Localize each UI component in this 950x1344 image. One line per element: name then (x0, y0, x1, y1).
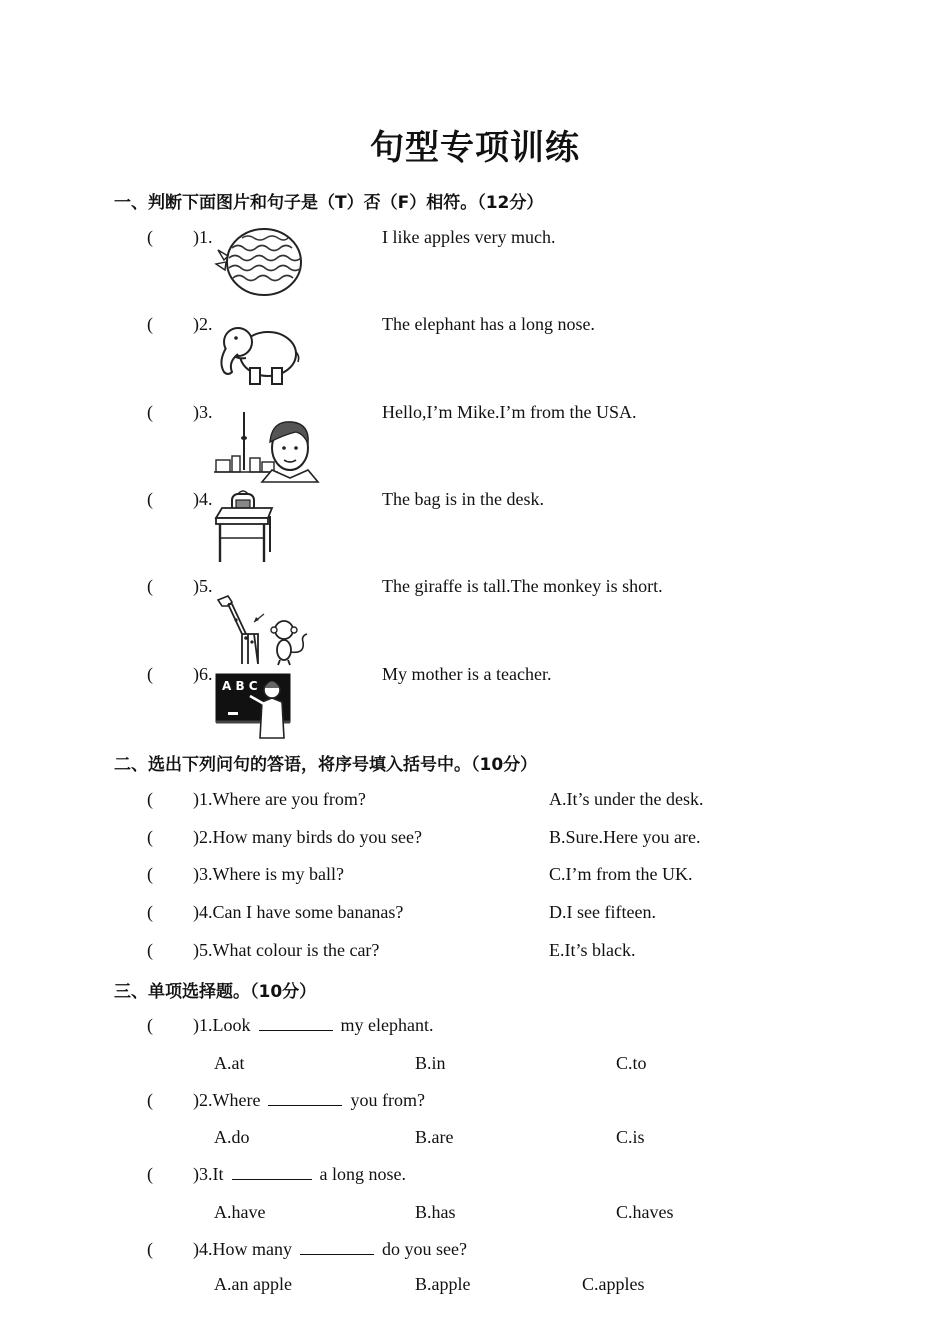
option-4c: C.apples (582, 1274, 645, 1294)
teacher-icon (214, 672, 294, 742)
answer-paren-s2-5[interactable]: ( (147, 940, 153, 960)
sentence-5: The giraffe is tall.The monkey is short. (382, 576, 663, 596)
section2-heading: 二、选出下列问句的答语，将序号填入括号中。（10分） (114, 755, 538, 775)
option-1b: B.in (415, 1053, 446, 1073)
item-number-1: )1. (193, 227, 213, 247)
answer-option-c: C.I’m from the UK. (549, 864, 693, 884)
answer-paren-s3-2[interactable]: ( (147, 1090, 153, 1110)
stem-before: )2.Where (193, 1090, 261, 1110)
fill-blank[interactable] (300, 1240, 374, 1255)
question-3: )3.Where is my ball? (193, 864, 344, 884)
bag-on-desk-icon (214, 490, 274, 566)
answer-paren-s2-2[interactable]: ( (147, 827, 153, 847)
fill-blank[interactable] (232, 1165, 312, 1180)
sentence-4: The bag is in the desk. (382, 489, 544, 509)
option-3a: A.have (214, 1202, 266, 1222)
option-4b: B.apple (415, 1274, 471, 1294)
page-title: 句型专项训练 (370, 128, 580, 168)
answer-paren-5[interactable]: ( (147, 576, 153, 596)
option-4a: A.an apple (214, 1274, 292, 1294)
item-number-5: )5. (193, 576, 213, 596)
option-1a: A.at (214, 1053, 245, 1073)
stem-after: a long nose. (319, 1164, 406, 1184)
giraffe-monkey-icon (214, 592, 312, 666)
sentence-3: Hello,I’m Mike.I’m from the USA. (382, 402, 637, 422)
choice-question-3 (193, 1164, 406, 1185)
elephant-icon (214, 318, 300, 390)
option-3c: C.haves (616, 1202, 674, 1222)
watermelon-icon (214, 226, 304, 298)
question-5: )5.What colour is the car? (193, 940, 380, 960)
stem-before: )1.Look (193, 1015, 251, 1035)
item-number-6: )6. (193, 664, 213, 684)
option-2b: B.are (415, 1127, 454, 1147)
option-2c: C.is (616, 1127, 645, 1147)
sentence-1: I like apples very much. (382, 227, 556, 247)
answer-paren-s2-1[interactable]: ( (147, 789, 153, 809)
boy-city-icon (214, 408, 320, 484)
answer-paren-s2-4[interactable]: ( (147, 902, 153, 922)
answer-option-a: A.It’s under the desk. (549, 789, 704, 809)
stem-before: )4.How many (193, 1239, 292, 1259)
choice-question-2 (193, 1090, 425, 1111)
item-number-2: )2. (193, 314, 213, 334)
question-4: )4.Can I have some bananas? (193, 902, 404, 922)
option-1c: C.to (616, 1053, 647, 1073)
question-2: )2.How many birds do you see? (193, 827, 422, 847)
answer-paren-3[interactable]: ( (147, 402, 153, 422)
fill-blank[interactable] (268, 1091, 342, 1106)
answer-paren-4[interactable]: ( (147, 489, 153, 509)
choice-question-4 (193, 1239, 467, 1260)
item-number-4: )4. (193, 489, 213, 509)
option-2a: A.do (214, 1127, 250, 1147)
stem-after: you from? (350, 1090, 425, 1110)
stem-after: do you see? (381, 1239, 467, 1259)
answer-paren-s2-3[interactable]: ( (147, 864, 153, 884)
question-1: )1.Where are you from? (193, 789, 366, 809)
sentence-6: My mother is a teacher. (382, 664, 552, 684)
answer-option-b: B.Sure.Here you are. (549, 827, 701, 847)
fill-blank[interactable] (259, 1016, 333, 1031)
stem-before: )3.It (193, 1164, 224, 1184)
section1-heading: 一、判断下面图片和句子是（T）否（F）相符。（12分） (114, 193, 544, 213)
answer-paren-1[interactable]: ( (147, 227, 153, 247)
answer-option-d: D.I see fifteen. (549, 902, 656, 922)
stem-after: my elephant. (340, 1015, 434, 1035)
option-3b: B.has (415, 1202, 456, 1222)
board-letters: A B C (222, 679, 258, 693)
answer-paren-s3-4[interactable]: ( (147, 1239, 153, 1259)
answer-paren-6[interactable]: ( (147, 664, 153, 684)
answer-paren-s3-1[interactable]: ( (147, 1015, 153, 1035)
choice-question-1 (193, 1015, 433, 1036)
answer-paren-s3-3[interactable]: ( (147, 1164, 153, 1184)
section3-heading: 三、单项选择题。（10分） (114, 982, 317, 1002)
answer-paren-2[interactable]: ( (147, 314, 153, 334)
item-number-3: )3. (193, 402, 213, 422)
answer-option-e: E.It’s black. (549, 940, 636, 960)
sentence-2: The elephant has a long nose. (382, 314, 595, 334)
